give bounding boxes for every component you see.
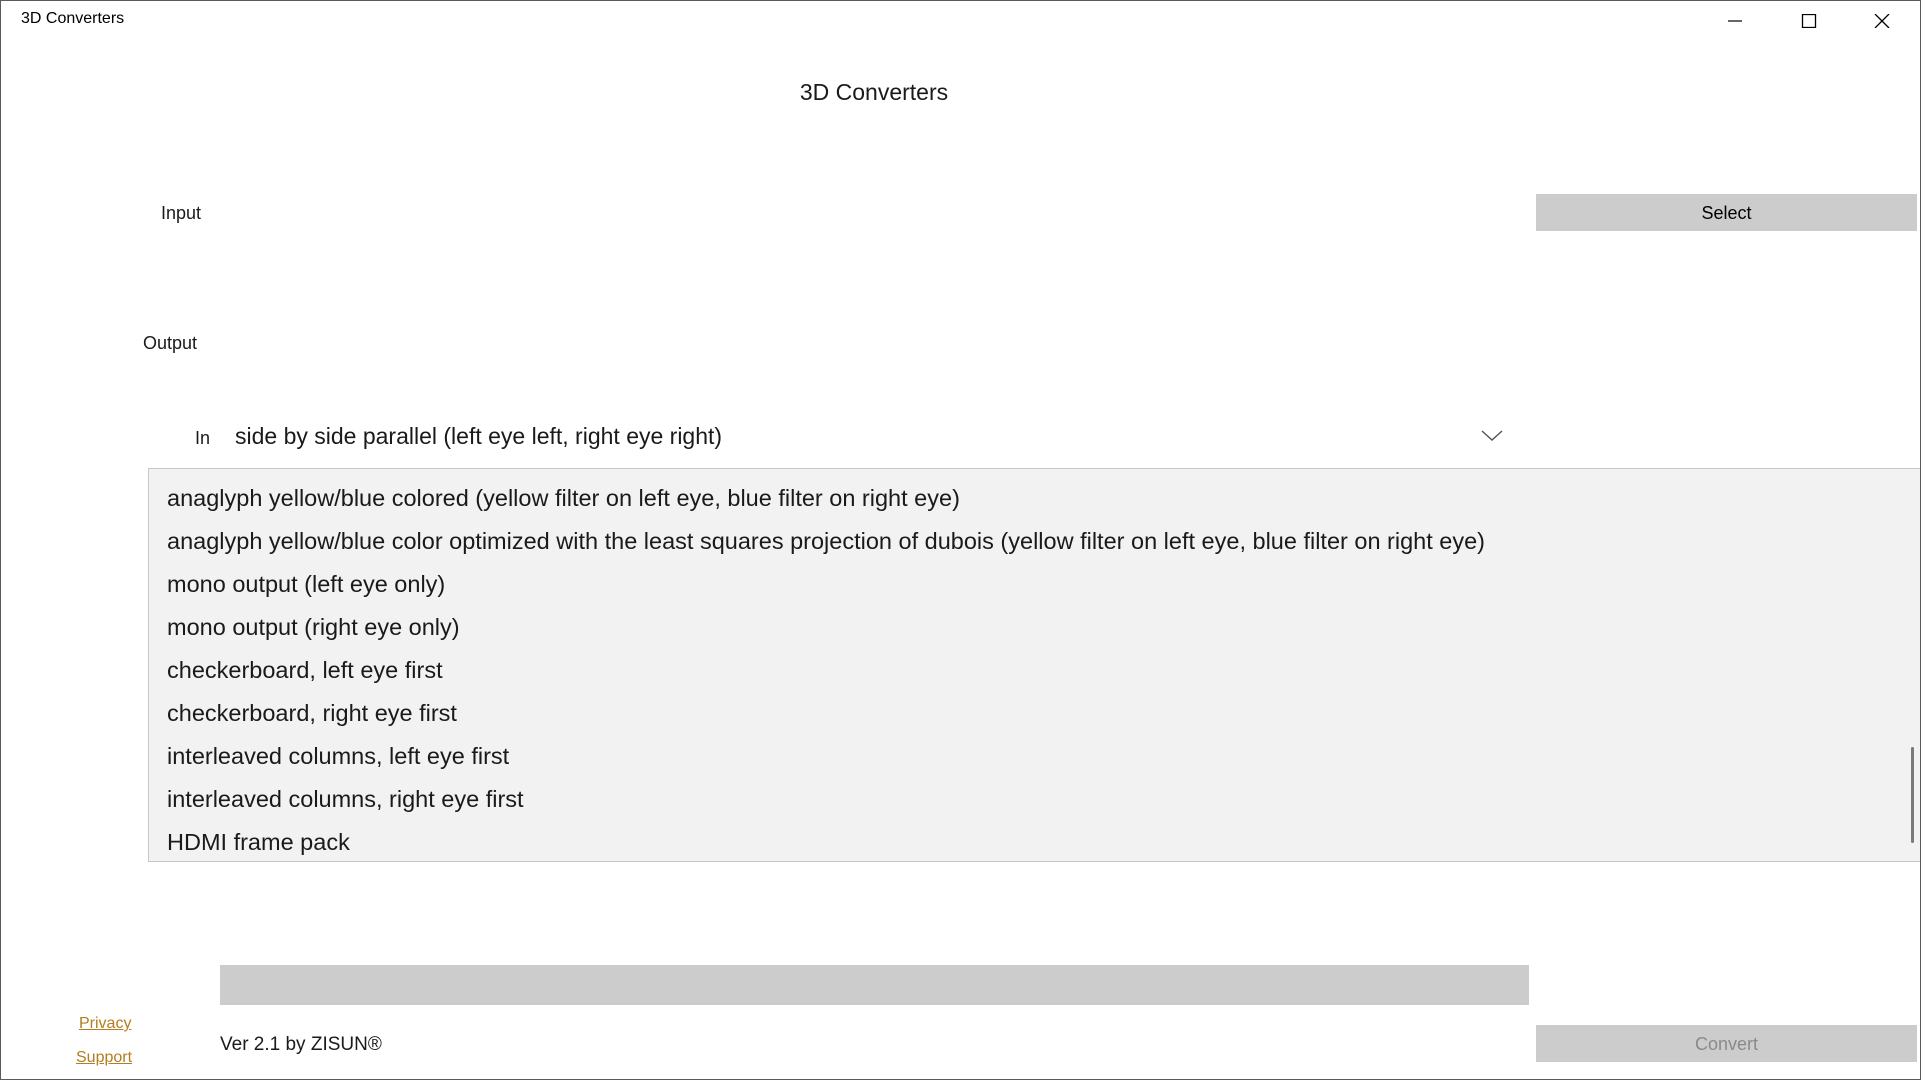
output-label: Output (143, 333, 198, 353)
dropdown-option[interactable]: mono output (left eye only) (167, 571, 446, 597)
minimize-button[interactable] (1700, 1, 1770, 39)
minimize-icon (1727, 14, 1743, 28)
privacy-link[interactable]: Privacy (79, 1015, 132, 1032)
dropdown-option[interactable]: interleaved columns, right eye first (167, 786, 524, 812)
dropdown-option[interactable]: anaglyph yellow/blue color optimized with the least squares projection of dubois (yellow filter on left eye, blue filter on right eye) (167, 528, 1486, 554)
chevron-down-icon[interactable] (1481, 430, 1503, 442)
format-dropdown-list[interactable] (148, 468, 1921, 862)
dropdown-option[interactable]: HDMI frame pack (167, 829, 350, 855)
input-label: Input (161, 203, 202, 223)
format-combobox[interactable] (225, 416, 1525, 458)
close-icon (1874, 14, 1890, 28)
select-input-button[interactable]: Select (1536, 194, 1917, 231)
dropdown-option[interactable]: checkerboard, left eye first (167, 657, 443, 683)
maximize-icon (1801, 14, 1817, 28)
title-bar[interactable] (1, 1, 1920, 39)
support-link[interactable]: Support (76, 1049, 133, 1066)
dropdown-option[interactable]: mono output (right eye only) (167, 614, 460, 640)
maximize-button[interactable] (1774, 1, 1844, 39)
close-button[interactable] (1847, 1, 1917, 39)
convert-button[interactable]: Convert (1536, 1025, 1917, 1062)
progress-bar (220, 965, 1529, 1005)
window-title: 3D Converters (21, 10, 125, 27)
dropdown-option[interactable]: interleaved columns, left eye first (167, 743, 510, 769)
dropdown-option[interactable]: checkerboard, right eye first (167, 700, 457, 726)
format-selected-value: side by side parallel (left eye left, right eye right) (235, 423, 723, 449)
version-label: Ver 2.1 by ZISUN® (220, 1034, 382, 1055)
app-heading: 3D Converters (799, 79, 949, 105)
format-label: In (195, 428, 211, 448)
dropdown-option[interactable]: anaglyph yellow/blue colored (yellow filter on left eye, blue filter on right eye) (167, 485, 960, 511)
dropdown-scrollbar[interactable] (1911, 747, 1914, 843)
